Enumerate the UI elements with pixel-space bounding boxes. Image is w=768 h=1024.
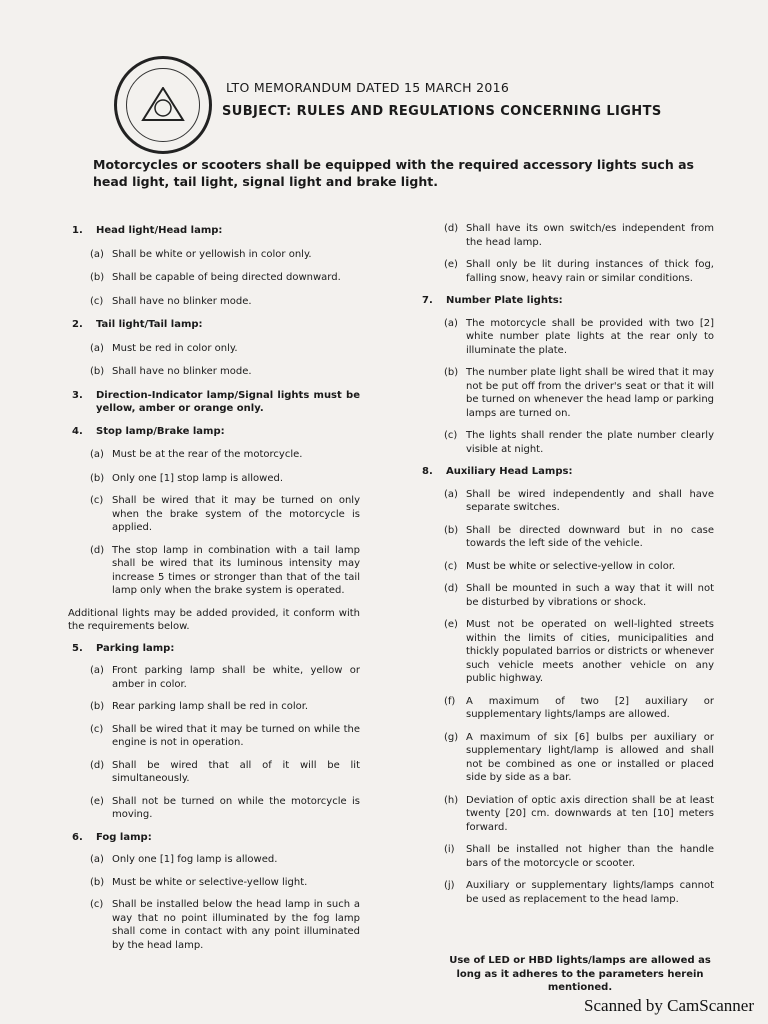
list-item: (a) Shall be white or yellowish in color only.	[90, 248, 312, 260]
section-stop-lamp: 4. Stop lamp/Brake lamp:	[72, 425, 225, 437]
led-footer-note: Use of LED or HBD lights/lamps are allowed as long as it adheres to the parameters herein mentioned.	[449, 955, 711, 993]
section-number-plate-lights: 7. Number Plate lights:	[422, 295, 563, 306]
list-item: (i) Shall be installed not higher than the handle bars of the motorcycle or scooter.	[444, 844, 714, 869]
list-item: (a) Must be at the rear of the motorcycle.	[90, 449, 303, 460]
list-item: (a) The motorcycle shall be provided with two [2] white number plate lights at the rear only to illuminate the plate.	[444, 317, 714, 356]
section-auxiliary-head-lamps: 8. Auxiliary Head Lamps:	[422, 466, 573, 477]
list-item: (b) Only one [1] stop lamp is allowed.	[90, 472, 283, 484]
list-item: (b) Must be white or selective-yellow light.	[90, 876, 308, 888]
section-parking-lamp: 5. Parking lamp:	[72, 642, 175, 654]
list-item: (b) Rear parking lamp shall be red in color.	[90, 701, 309, 712]
list-item: (c) Shall be wired that it may be turned on only when the brake system of the motorcycle is applied.	[90, 495, 360, 533]
list-item: (b) Shall be capable of being directed downward.	[90, 272, 341, 283]
list-item: (b) Shall have no blinker mode.	[90, 366, 252, 377]
list-item: (g) A maximum of six [6] bulbs per auxiliary or supplementary light/lamp is allowed and shall not be combined as one or installed or placed side by side as a bar.	[444, 731, 714, 783]
intro-paragraph: Motorcycles or scooters shall be equipped with the required accessory lights such as head light, tail light, signal light and brake light.	[93, 157, 694, 189]
right-column	[422, 222, 714, 906]
list-item: (a) Only one [1] fog lamp is allowed.	[90, 854, 278, 865]
list-item: (a) Must be red in color only.	[90, 342, 238, 354]
section-signal-lights: 3. Direction-Indicator lamp/Signal lights must be yellow, amber or orange only.	[72, 389, 360, 414]
list-item: (b) The number plate light shall be wired that it may not be put off from the driver's seat or that it will be turned on whenever the head lamp or parking lamps are turned on.	[444, 367, 714, 419]
list-item: (b) Shall be directed downward but in no case towards the left side of the vehicle.	[444, 524, 714, 549]
list-item: (a) Shall be wired independently and shall have separate switches.	[444, 488, 714, 513]
list-item: (d) Shall be wired that all of it will be lit simultaneously.	[90, 759, 360, 784]
list-item: (c) Shall have no blinker mode.	[90, 295, 252, 307]
lto-seal-logo	[114, 56, 212, 154]
section-tail-lamp: 2. Tail light/Tail lamp:	[72, 319, 203, 330]
list-item: (c) Shall be wired that it may be turned on while the engine is not in operation.	[90, 723, 360, 748]
list-item: (d) Shall have its own switch/es independent from the head lamp.	[444, 223, 714, 248]
list-item: (f) A maximum of two [2] auxiliary or supplementary lights/lamps are allowed.	[444, 695, 714, 720]
list-item: (e) Must not be operated on well-lighted streets within the limits of cities, municipalities and thickly populated barrios or districts or whenever such vehicle meets another vehicle on any public highway.	[444, 619, 714, 684]
list-item: (e) Shall only be lit during instances of thick fog, falling snow, heavy rain or similar conditions.	[444, 259, 714, 284]
seal-emblem-icon	[141, 87, 185, 121]
section-fog-lamp: 6. Fog lamp:	[72, 831, 152, 843]
list-item: (h) Deviation of optic axis direction shall be at least twenty [20] cm. downwards at ten [10] meters forward.	[444, 794, 714, 833]
camscanner-watermark: Scanned by CamScanner	[584, 996, 754, 1015]
left-column	[68, 224, 360, 952]
list-item: (c) Shall be installed below the head lamp in such a way that no point illuminated by the fog lamp shall come in contact with any point illuminated by the head lamp.	[90, 899, 360, 951]
list-item: (a) Front parking lamp shall be white, yellow or amber in color.	[90, 665, 360, 690]
additional-lights-note: Additional lights may be added provided, it conform with the requirements below.	[68, 607, 360, 632]
section-head-lamp: 1. Head light/Head lamp:	[72, 225, 223, 236]
list-item: (c) The lights shall render the plate number clearly visible at night.	[444, 430, 714, 455]
memo-date-line: LTO MEMORANDUM DATED 15 MARCH 2016	[226, 80, 510, 95]
list-item: (e) Shall not be turned on while the motorcycle is moving.	[90, 795, 360, 820]
list-item: (d) The stop lamp in combination with a tail lamp shall be wired that its luminous intensity may increase 5 times or stronger than that of the tail lamp only when the brake system is operated.	[90, 544, 360, 596]
list-item: (j) Auxiliary or supplementary lights/lamps cannot be used as replacement to the head lamp.	[444, 880, 714, 905]
list-item: (d) Shall be mounted in such a way that it will not be disturbed by vibrations or shock.	[444, 583, 714, 608]
list-item: (c) Must be white or selective-yellow in color.	[444, 560, 676, 572]
memo-subject: SUBJECT: RULES AND REGULATIONS CONCERNING LIGHTS	[222, 104, 662, 119]
